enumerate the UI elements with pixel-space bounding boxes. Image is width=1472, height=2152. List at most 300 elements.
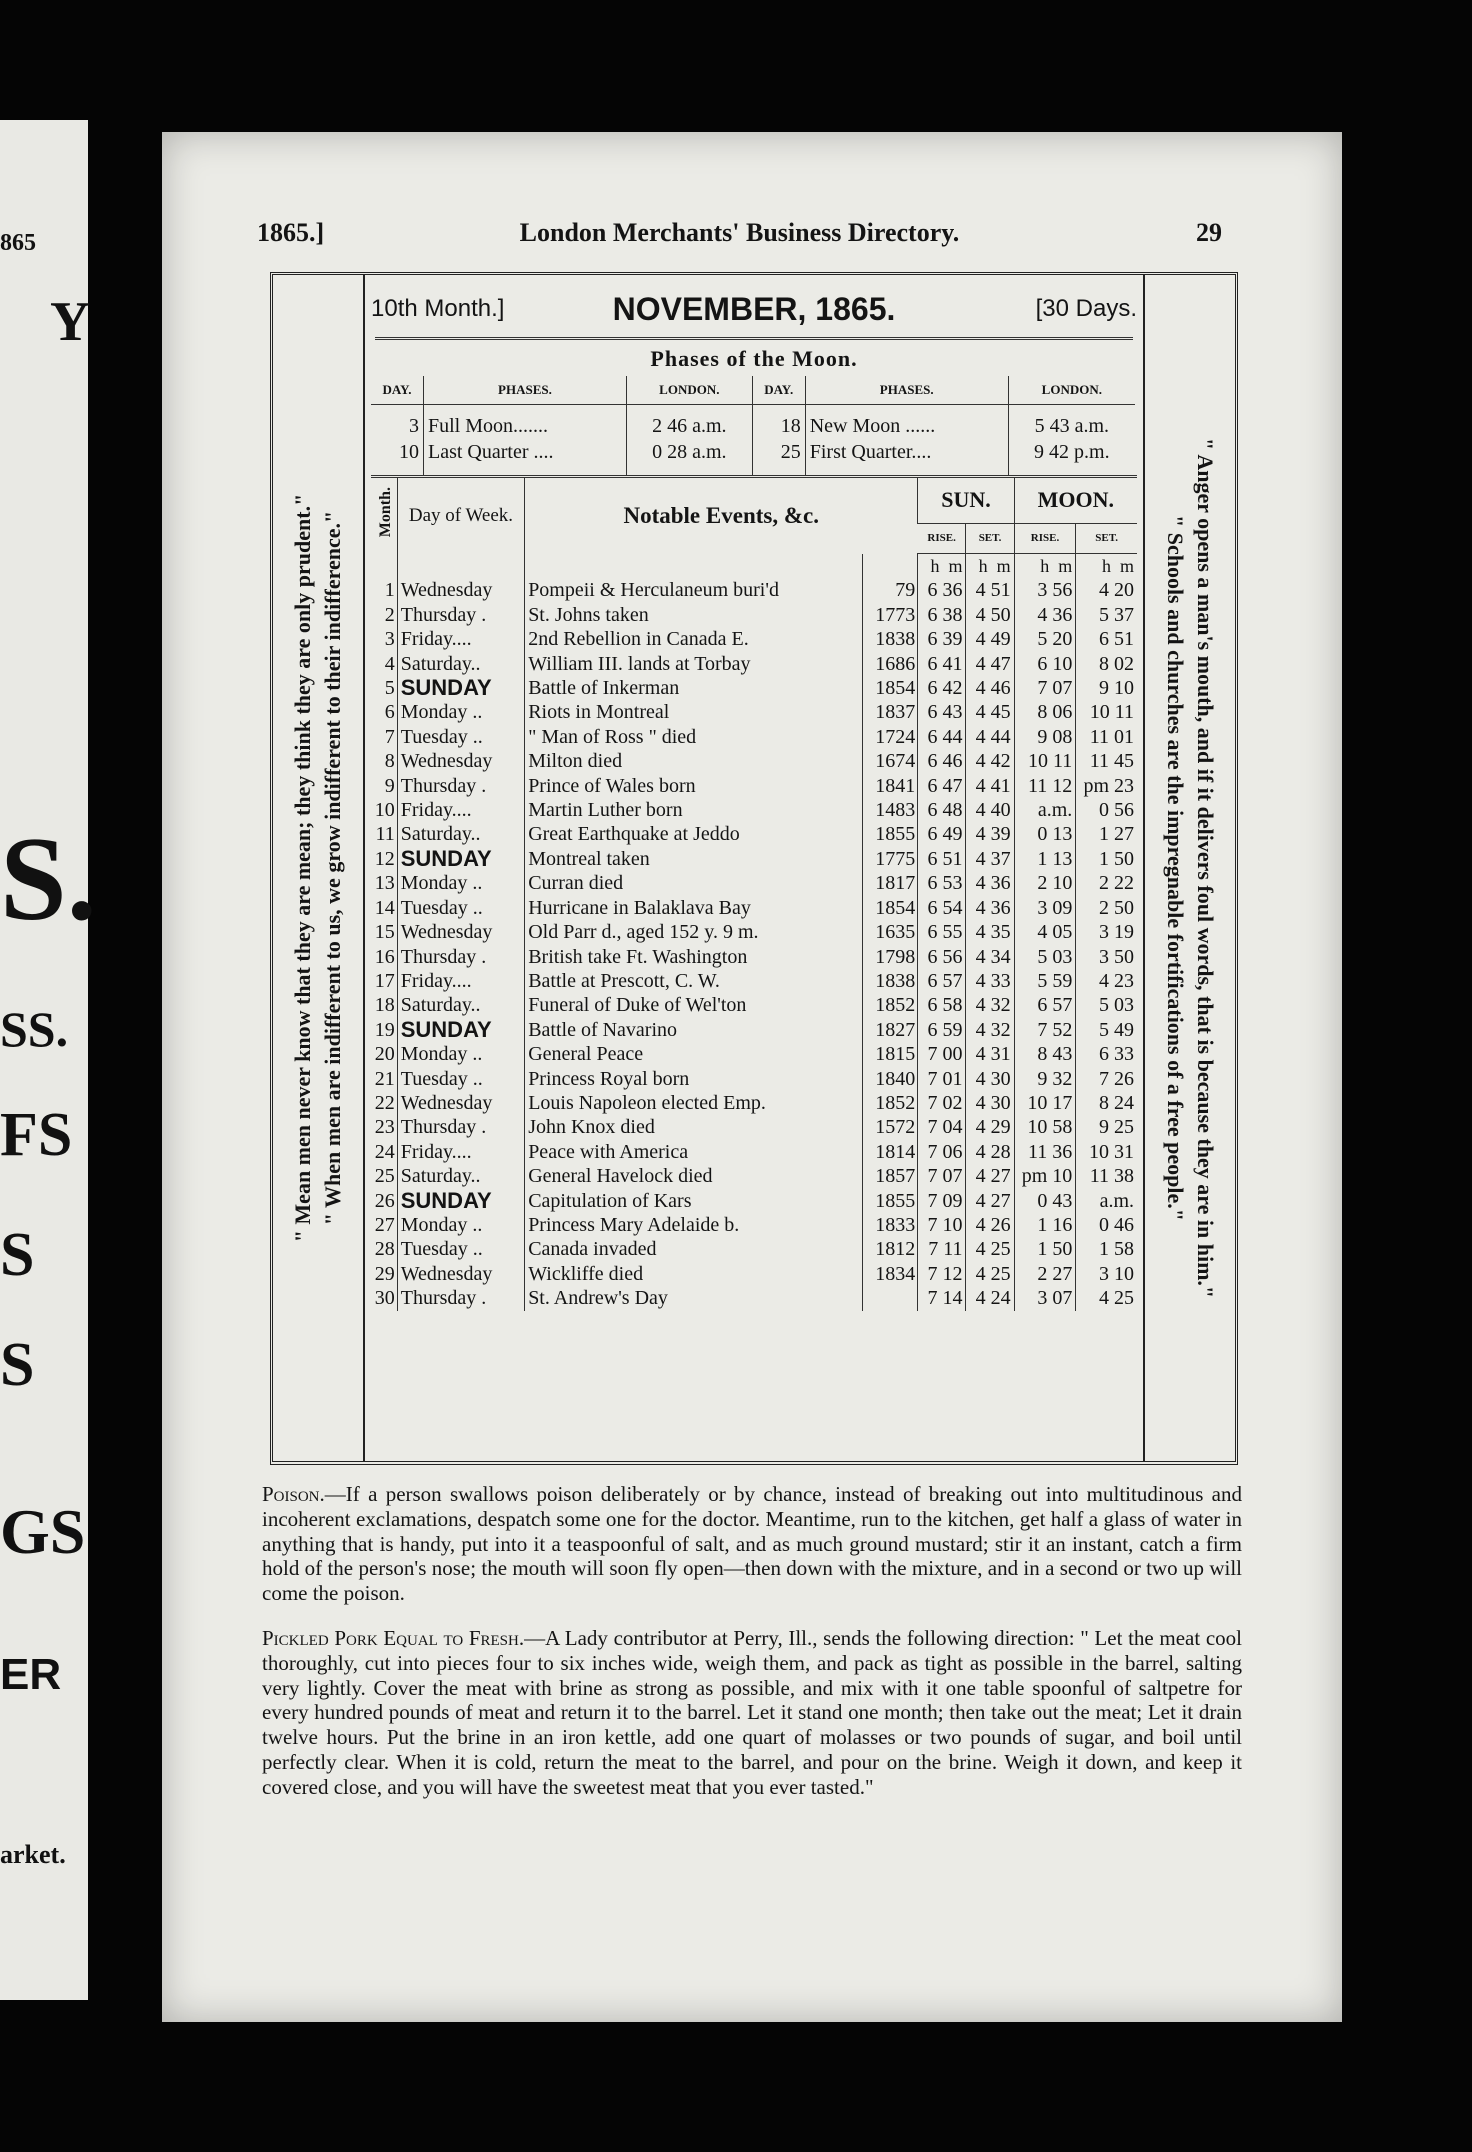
calendar-table xyxy=(371,475,1137,1311)
moonset: 3 10 xyxy=(1076,1262,1137,1286)
phase-row xyxy=(371,413,1135,439)
day-of-week: Saturday.. xyxy=(397,1164,524,1188)
sunrise: 7 00 xyxy=(918,1042,966,1066)
sunset: 4 46 xyxy=(966,676,1014,700)
event-year: 1773 xyxy=(862,603,918,627)
sunrise-header: RISE. xyxy=(918,523,966,553)
calendar-row xyxy=(371,1067,1137,1091)
notable-event: Louis Napoleon elected Emp. xyxy=(525,1091,862,1115)
moonset: 2 50 xyxy=(1076,896,1137,920)
month-day: 29 xyxy=(374,1262,395,1285)
sunset: 4 37 xyxy=(966,847,1014,871)
month-col-header: Month. xyxy=(376,487,394,538)
minute-unit: m xyxy=(1058,556,1073,576)
calendar-row xyxy=(371,1262,1137,1286)
event-year xyxy=(862,1286,918,1310)
phase-name: Full Moon....... xyxy=(424,413,627,439)
sunset: 4 24 xyxy=(966,1286,1014,1310)
month-title: NOVEMBER, 1865. xyxy=(612,291,896,327)
sunrise: 6 56 xyxy=(918,945,966,969)
sunrise: 7 02 xyxy=(918,1091,966,1115)
event-year: 1798 xyxy=(862,945,918,969)
month-day: 4 xyxy=(384,652,395,675)
month-day: 17 xyxy=(374,969,395,992)
minute-unit: m xyxy=(1119,556,1134,576)
phases-header: LONDON. xyxy=(626,376,752,405)
calendar-frame xyxy=(270,272,1238,1465)
right-quote-1: " Anger opens a man's mouth, and if it delivers foul words, that is because they are in him." xyxy=(1193,437,1218,1299)
phases-header: LONDON. xyxy=(1008,376,1135,405)
calendar-row xyxy=(371,969,1137,993)
day-of-week: Thursday . xyxy=(397,774,524,798)
event-year: 1817 xyxy=(862,871,918,895)
moonset: 11 38 xyxy=(1076,1164,1137,1188)
event-year: 1814 xyxy=(862,1140,918,1164)
dayofweek-col-header: Day of Week. xyxy=(397,476,524,554)
phase-day: 25 xyxy=(752,439,805,465)
sunrise: 7 06 xyxy=(918,1140,966,1164)
calendar-row xyxy=(371,725,1137,749)
sunrise: 7 04 xyxy=(918,1115,966,1139)
month-bar xyxy=(365,275,1143,333)
day-of-week: Tuesday .. xyxy=(397,725,524,749)
pork-text: —A Lady contributor at Perry, Ill., sends the following direction: " Let the meat cool thoroughly, cut into pieces four to six inches wide, weigh them, and pack as tight as possible in the barrel, salting very lightly. Cover the meat with brine as strong as possible, and mix with it one table spoonful of saltpetre for every hundred pounds of meat and return it to the barrel. Let it stand one month; then take out the meat; Let it drain twelve hours. Put the brine in an iron kettle, add one quart of molasses or two pounds of sugar, and boil until perfectly clear. When it is cold, return the meat to the barrel, and pour on the brine. Weigh it down, and keep it covered close, and you will have the sweetest meat that you ever tasted." xyxy=(262,1625,1242,1799)
moonrise: 10 11 xyxy=(1014,749,1076,773)
header-title: London Merchants' Business Directory. xyxy=(519,218,960,247)
calendar-row xyxy=(371,993,1137,1017)
month-day: 27 xyxy=(374,1213,395,1236)
moonset: 4 23 xyxy=(1076,969,1137,993)
phase-name: First Quarter.... xyxy=(805,439,1008,465)
moonrise: 0 43 xyxy=(1014,1189,1076,1213)
moonrise-header: RISE. xyxy=(1014,523,1076,553)
sunrise: 6 54 xyxy=(918,896,966,920)
event-year: 1834 xyxy=(862,1262,918,1286)
notable-event: Battle of Inkerman xyxy=(525,676,862,700)
left-quote-1: " Mean men never know that they are mean; they think they are only prudent." xyxy=(290,493,315,1243)
month-day: 20 xyxy=(374,1043,395,1066)
moonrise: 5 59 xyxy=(1014,969,1076,993)
event-year: 1852 xyxy=(862,993,918,1017)
minute-unit: m xyxy=(948,556,963,576)
day-of-week: Tuesday .. xyxy=(397,1067,524,1091)
right-quote-column xyxy=(1143,275,1235,1461)
calendar-row xyxy=(371,822,1137,846)
month-day: 13 xyxy=(374,872,395,895)
calendar-row xyxy=(371,798,1137,822)
phase-time: 0 28 a.m. xyxy=(626,439,752,465)
month-day: 8 xyxy=(384,750,395,773)
notable-event: " Man of Ross " died xyxy=(525,725,862,749)
phase-row xyxy=(371,439,1135,465)
moonrise: 6 10 xyxy=(1014,652,1076,676)
prev-fragment: SS. xyxy=(0,1001,69,1057)
sunset: 4 32 xyxy=(966,1018,1014,1042)
day-of-week: Friday.... xyxy=(397,969,524,993)
moonrise: a.m. xyxy=(1014,798,1076,822)
calendar-row xyxy=(371,700,1137,724)
calendar-row xyxy=(371,1237,1137,1261)
calendar-row xyxy=(371,1189,1137,1213)
notable-event: Princess Mary Adelaide b. xyxy=(525,1213,862,1237)
moonset: 8 24 xyxy=(1076,1091,1137,1115)
event-year: 1775 xyxy=(862,847,918,871)
notable-event: William III. lands at Torbay xyxy=(525,652,862,676)
moonrise: 5 20 xyxy=(1014,627,1076,651)
phase-name: Last Quarter .... xyxy=(424,439,627,465)
moonrise: 11 12 xyxy=(1014,774,1076,798)
event-year: 1857 xyxy=(862,1164,918,1188)
month-day: 30 xyxy=(374,1287,395,1310)
day-of-week: Monday .. xyxy=(397,700,524,724)
month-day: 25 xyxy=(374,1165,395,1188)
sunset: 4 34 xyxy=(966,945,1014,969)
moonset: 10 31 xyxy=(1076,1140,1137,1164)
event-year: 1833 xyxy=(862,1213,918,1237)
phase-day: 3 xyxy=(409,414,419,437)
sunset: 4 39 xyxy=(966,822,1014,846)
sunrise: 6 51 xyxy=(918,847,966,871)
phase-name: New Moon ...... xyxy=(805,413,1008,439)
moonset: a.m. xyxy=(1076,1189,1137,1213)
month-day: 26 xyxy=(374,1189,395,1212)
sunset: 4 36 xyxy=(966,871,1014,895)
moonrise: 4 36 xyxy=(1014,603,1076,627)
moonset: 7 26 xyxy=(1076,1067,1137,1091)
moonrise: pm 10 xyxy=(1014,1164,1076,1188)
day-of-week: Wednesday xyxy=(397,1262,524,1286)
moonrise: 0 13 xyxy=(1014,822,1076,846)
calendar-row xyxy=(371,871,1137,895)
calendar-row xyxy=(371,1213,1137,1237)
sunrise: 6 49 xyxy=(918,822,966,846)
articles xyxy=(262,1482,1242,1820)
notable-event: Pompeii & Herculaneum buri'd xyxy=(525,578,862,602)
month-day: 6 xyxy=(384,701,395,724)
sunset: 4 33 xyxy=(966,969,1014,993)
month-day: 22 xyxy=(374,1091,395,1114)
moonset: pm 23 xyxy=(1076,774,1137,798)
sunset: 4 30 xyxy=(966,1067,1014,1091)
phase-time: 5 43 a.m. xyxy=(1008,413,1135,439)
calendar-row xyxy=(371,847,1137,871)
sunrise: 7 10 xyxy=(918,1213,966,1237)
event-year: 1840 xyxy=(862,1067,918,1091)
month-day: 21 xyxy=(374,1067,395,1090)
sunset: 4 29 xyxy=(966,1115,1014,1139)
moonrise: 3 09 xyxy=(1014,896,1076,920)
moonset: 10 11 xyxy=(1076,700,1137,724)
hour-unit: h xyxy=(978,556,988,576)
sunset: 4 36 xyxy=(966,896,1014,920)
sunrise: 7 11 xyxy=(918,1237,966,1261)
event-year: 1852 xyxy=(862,1091,918,1115)
event-year: 1572 xyxy=(862,1115,918,1139)
event-year: 1838 xyxy=(862,627,918,651)
day-of-week: Wednesday xyxy=(397,920,524,944)
calendar-row xyxy=(371,1042,1137,1066)
event-year: 1686 xyxy=(862,652,918,676)
month-day: 10 xyxy=(374,799,395,822)
month-day: 16 xyxy=(374,945,395,968)
month-day: 24 xyxy=(374,1140,395,1163)
day-of-week: Wednesday xyxy=(397,1091,524,1115)
event-year: 1854 xyxy=(862,896,918,920)
moonrise: 5 03 xyxy=(1014,945,1076,969)
notable-event: British take Ft. Washington xyxy=(525,945,862,969)
prev-fragment: S. xyxy=(0,812,97,945)
phases-header: PHASES. xyxy=(805,376,1008,405)
month-day: 5 xyxy=(384,677,395,700)
event-year: 1724 xyxy=(862,725,918,749)
notable-event: General Havelock died xyxy=(525,1164,862,1188)
day-of-week: Tuesday .. xyxy=(397,896,524,920)
calendar-row xyxy=(371,774,1137,798)
notable-event: St. Johns taken xyxy=(525,603,862,627)
notable-event: Milton died xyxy=(525,749,862,773)
sunrise: 6 46 xyxy=(918,749,966,773)
moonset: 1 50 xyxy=(1076,847,1137,871)
header-year: 1865.] xyxy=(257,218,325,247)
prev-fragment: ER xyxy=(0,1650,62,1699)
moonset: 9 10 xyxy=(1076,676,1137,700)
phase-time: 2 46 a.m. xyxy=(626,413,752,439)
calendar-row xyxy=(371,1018,1137,1042)
day-of-week: Thursday . xyxy=(397,1115,524,1139)
day-of-week: Saturday.. xyxy=(397,822,524,846)
calendar-row xyxy=(371,676,1137,700)
day-of-week: SUNDAY xyxy=(397,847,524,871)
notable-event: Prince of Wales born xyxy=(525,774,862,798)
calendar-row xyxy=(371,920,1137,944)
moonset: 9 25 xyxy=(1076,1115,1137,1139)
prev-fragment: FS xyxy=(0,1101,73,1169)
month-day: 7 xyxy=(384,725,395,748)
moonset: 8 02 xyxy=(1076,652,1137,676)
month-day: 14 xyxy=(374,896,395,919)
sunrise: 7 12 xyxy=(918,1262,966,1286)
hour-unit: h xyxy=(1101,556,1111,576)
sunrise: 6 42 xyxy=(918,676,966,700)
notable-event: General Peace xyxy=(525,1042,862,1066)
days-count: [30 Days. xyxy=(1035,295,1137,322)
event-year: 1838 xyxy=(862,969,918,993)
month-day: 12 xyxy=(374,847,395,870)
month-day: 15 xyxy=(374,921,395,944)
moonrise: 2 27 xyxy=(1014,1262,1076,1286)
day-of-week: Monday .. xyxy=(397,1213,524,1237)
prev-fragment: GS xyxy=(0,1496,86,1567)
prev-fragment: S xyxy=(0,1221,35,1289)
event-year: 1841 xyxy=(862,774,918,798)
moonrise: 3 07 xyxy=(1014,1286,1076,1310)
month-day: 18 xyxy=(374,994,395,1017)
month-day: 19 xyxy=(374,1018,395,1041)
poison-text: —If a person swallows poison deliberately or by chance, instead of breaking out into multitudinous and incoherent exclamations, despatch some one for the doctor. Meantime, run to the kitchen, get half a glass of water in anything that is handy, put into it a teaspoonful of salt, and as much ground mustard; stir it an instant, catch a firm hold of the person's nose; the mouth will soon fly open—then down with the mixture, and in a second or two up will come the poison. xyxy=(262,1482,1242,1606)
notable-event: St. Andrew's Day xyxy=(525,1286,862,1310)
hour-unit: h xyxy=(1040,556,1050,576)
calendar-row xyxy=(371,1286,1137,1310)
sunset: 4 47 xyxy=(966,652,1014,676)
sunrise: 6 53 xyxy=(918,871,966,895)
calendar-body xyxy=(365,275,1143,1461)
divider xyxy=(375,337,1133,340)
moonrise: 4 05 xyxy=(1014,920,1076,944)
notable-event: Canada invaded xyxy=(525,1237,862,1261)
sunrise: 6 41 xyxy=(918,652,966,676)
sunrise: 6 58 xyxy=(918,993,966,1017)
moonrise: 9 08 xyxy=(1014,725,1076,749)
notable-event: Montreal taken xyxy=(525,847,862,871)
sunset: 4 32 xyxy=(966,993,1014,1017)
sunset: 4 44 xyxy=(966,725,1014,749)
month-number: 10th Month.] xyxy=(371,295,505,322)
day-of-week: Friday.... xyxy=(397,1140,524,1164)
notable-event: Battle of Navarino xyxy=(525,1018,862,1042)
sunrise: 6 57 xyxy=(918,969,966,993)
moonset: 6 51 xyxy=(1076,627,1137,651)
sunset: 4 26 xyxy=(966,1213,1014,1237)
previous-page-edge xyxy=(0,120,97,2000)
sunrise: 6 48 xyxy=(918,798,966,822)
page-header xyxy=(257,218,1222,258)
pork-article xyxy=(262,1626,1242,1800)
event-year: 1855 xyxy=(862,822,918,846)
sunset: 4 45 xyxy=(966,700,1014,724)
sunrise: 6 38 xyxy=(918,603,966,627)
day-of-week: Friday.... xyxy=(397,798,524,822)
moonrise: 1 16 xyxy=(1014,1213,1076,1237)
events-col-header: Notable Events, &c. xyxy=(525,476,918,554)
event-year: 79 xyxy=(862,578,918,602)
moon-phases-table xyxy=(371,376,1135,475)
month-day: 9 xyxy=(384,774,395,797)
hour-unit: h xyxy=(930,556,940,576)
sunset: 4 30 xyxy=(966,1091,1014,1115)
moonset: 3 50 xyxy=(1076,945,1137,969)
month-day: 23 xyxy=(374,1116,395,1139)
left-quote-column xyxy=(273,275,365,1461)
sunrise: 7 14 xyxy=(918,1286,966,1310)
moonrise: 1 13 xyxy=(1014,847,1076,871)
notable-event: Peace with America xyxy=(525,1140,862,1164)
month-day: 28 xyxy=(374,1238,395,1261)
calendar-row xyxy=(371,1140,1137,1164)
sunset: 4 50 xyxy=(966,603,1014,627)
moonrise: 11 36 xyxy=(1014,1140,1076,1164)
sunrise: 6 43 xyxy=(918,700,966,724)
moonrise: 8 43 xyxy=(1014,1042,1076,1066)
notable-event: Hurricane in Balaklava Bay xyxy=(525,896,862,920)
prev-fragment: arket. xyxy=(0,1840,66,1869)
minute-unit: m xyxy=(996,556,1011,576)
moonrise: 6 57 xyxy=(1014,993,1076,1017)
calendar-row xyxy=(371,578,1137,602)
event-year: 1815 xyxy=(862,1042,918,1066)
sunrise: 6 59 xyxy=(918,1018,966,1042)
day-of-week: Thursday . xyxy=(397,1286,524,1310)
event-year: 1837 xyxy=(862,700,918,724)
prev-fragment: 865 xyxy=(0,230,36,256)
notable-event: Great Earthquake at Jeddo xyxy=(525,822,862,846)
phases-header: DAY. xyxy=(752,376,805,405)
event-year: 1854 xyxy=(862,676,918,700)
day-of-week: Wednesday xyxy=(397,578,524,602)
sunset: 4 27 xyxy=(966,1189,1014,1213)
day-of-week: SUNDAY xyxy=(397,676,524,700)
prev-fragment: S xyxy=(0,1331,35,1399)
poison-title: Poison. xyxy=(262,1482,325,1506)
moonset: 0 56 xyxy=(1076,798,1137,822)
calendar-row xyxy=(371,749,1137,773)
sunrise: 7 09 xyxy=(918,1189,966,1213)
sunset-header: SET. xyxy=(966,523,1014,553)
sunrise: 6 47 xyxy=(918,774,966,798)
sunset: 4 49 xyxy=(966,627,1014,651)
sunset: 4 41 xyxy=(966,774,1014,798)
day-of-week: SUNDAY xyxy=(397,1189,524,1213)
phases-header: DAY. xyxy=(371,376,424,405)
sunset: 4 28 xyxy=(966,1140,1014,1164)
day-of-week: Thursday . xyxy=(397,945,524,969)
notable-event: Princess Royal born xyxy=(525,1067,862,1091)
moonset: 1 27 xyxy=(1076,822,1137,846)
moonset: 0 46 xyxy=(1076,1213,1137,1237)
sunrise: 7 07 xyxy=(918,1164,966,1188)
notable-event: Old Parr d., aged 152 y. 9 m. xyxy=(525,920,862,944)
calendar-row xyxy=(371,652,1137,676)
moonset: 11 01 xyxy=(1076,725,1137,749)
moonset: 11 45 xyxy=(1076,749,1137,773)
sunset: 4 42 xyxy=(966,749,1014,773)
day-of-week: Saturday.. xyxy=(397,652,524,676)
calendar-row xyxy=(371,1091,1137,1115)
sunset: 4 51 xyxy=(966,578,1014,602)
day-of-week: Monday .. xyxy=(397,1042,524,1066)
month-day: 2 xyxy=(384,603,395,626)
notable-event: Martin Luther born xyxy=(525,798,862,822)
phases-title: Phases of the Moon. xyxy=(650,346,858,371)
notable-event: Riots in Montreal xyxy=(525,700,862,724)
day-of-week: SUNDAY xyxy=(397,1018,524,1042)
pork-title: Pickled Pork Equal to Fresh. xyxy=(262,1625,525,1650)
calendar-row xyxy=(371,1115,1137,1139)
phase-day: 10 xyxy=(399,440,419,463)
event-year: 1483 xyxy=(862,798,918,822)
moonset: 5 49 xyxy=(1076,1018,1137,1042)
moonrise: 10 58 xyxy=(1014,1115,1076,1139)
moonset: 5 03 xyxy=(1076,993,1137,1017)
poison-article xyxy=(262,1482,1242,1606)
moonrise: 9 32 xyxy=(1014,1067,1076,1091)
moonset: 1 58 xyxy=(1076,1237,1137,1261)
moonset: 4 25 xyxy=(1076,1286,1137,1310)
event-year: 1635 xyxy=(862,920,918,944)
sunrise: 6 39 xyxy=(918,627,966,651)
moonrise: 2 10 xyxy=(1014,871,1076,895)
notable-event: 2nd Rebellion in Canada E. xyxy=(525,627,862,651)
event-year: 1827 xyxy=(862,1018,918,1042)
notable-event: Battle at Prescott, C. W. xyxy=(525,969,862,993)
sunset: 4 40 xyxy=(966,798,1014,822)
moonrise: 3 56 xyxy=(1014,578,1076,602)
notable-event: Wickliffe died xyxy=(525,1262,862,1286)
month-day: 1 xyxy=(384,579,395,602)
month-day: 3 xyxy=(384,628,395,651)
sunrise: 6 44 xyxy=(918,725,966,749)
notable-event: Curran died xyxy=(525,871,862,895)
phase-day: 18 xyxy=(752,413,805,439)
